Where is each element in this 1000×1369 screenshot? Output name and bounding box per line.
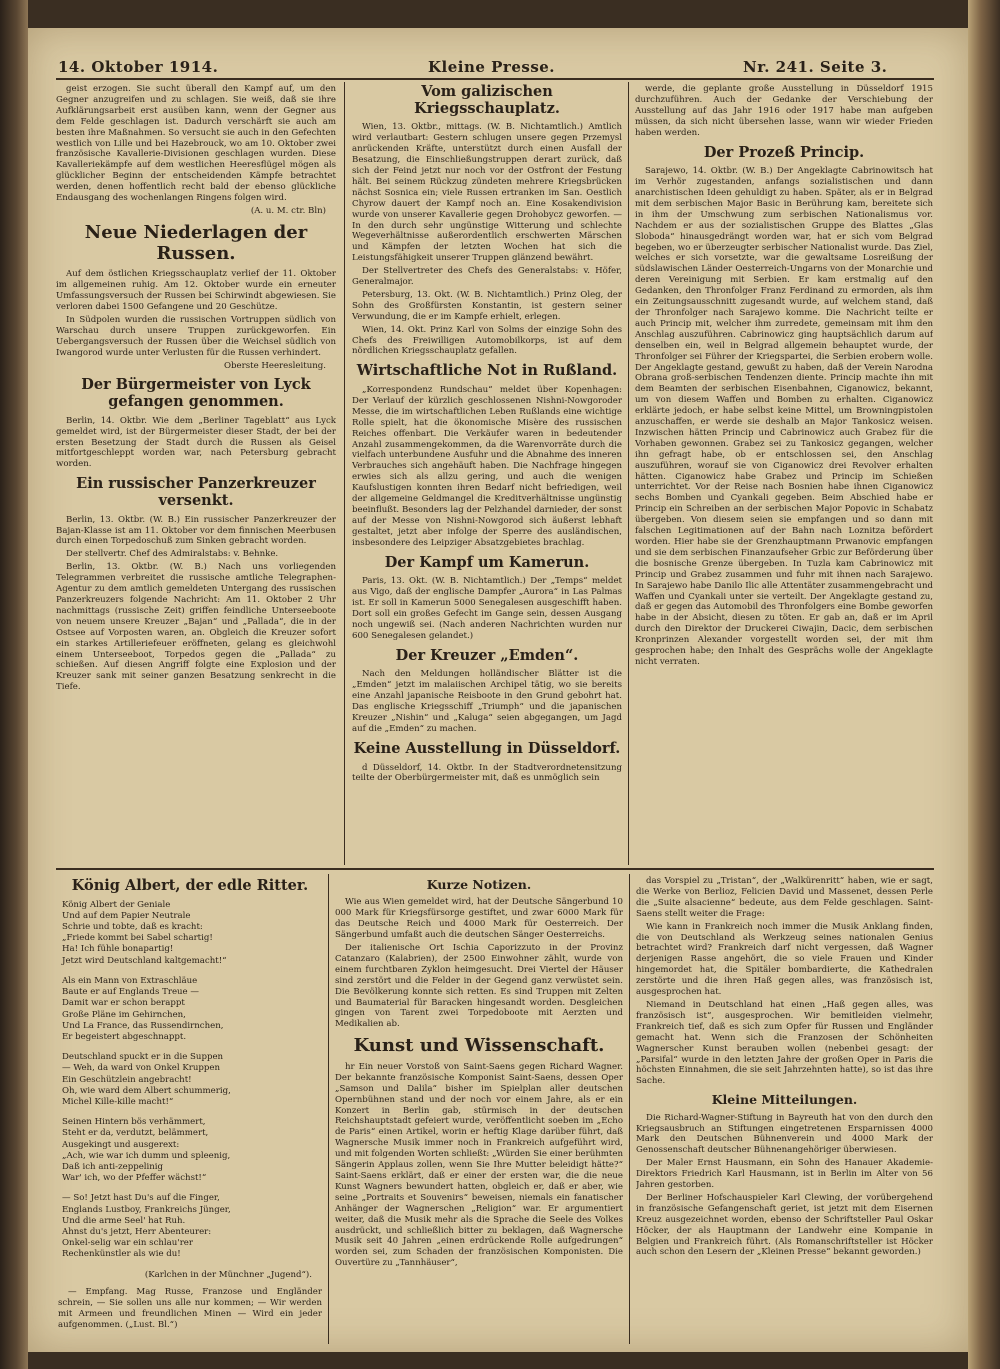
column-rule bbox=[629, 874, 630, 1344]
poem-stanza bbox=[62, 1117, 322, 1184]
paragraph: geist erzogen. Sie sucht überall den Kampf auf, um den Gegner anzugreifen und zu schlagen. Sie weiß, daß sie ihre Aufklärungsarbeit erst ausüben kann, wenn der Gegner aus dem Felde geschlagen ist. Dadurch verschärft sie auch am besten ihre Maßnahmen. So versucht sie auch in den Gefechten westlich von Lille und bei Hazebrouck, wo am 10. Oktober zwei französische Kavallerie-Divisionen geschlagen wurden. Diese Kavalleriekämpfe auf dem westlichen Heeresflügel mögen als glücklicher Beginn der entscheidenden Kämpfe betrachtet werden, denen hoffentlich recht bald der ebenso glückliche Endausgang des wochenlangen Ringens folgen wird. bbox=[56, 84, 336, 204]
poem-line: Seinen Hintern bös verhämmert, bbox=[62, 1117, 206, 1128]
headline: Vom galizischen Kriegsschauplatz. bbox=[414, 84, 560, 117]
paragraph: Sarajewo, 14. Oktbr. (W. B.) Der Angeklagte Cabrinowitsch hat im Verhör zugestanden, anfangs sozialistischen und dann anarchistischen Ideen gehuldigt zu haben. Später, als er in Belgrad mit dem serbischen Major Basic in Berührung kam, bereitete sich in ihm der Umschwung zum serbischen Nationalismus vor. Nachdem er aus der sozialistischen Gruppe des Blattes „Glas Sloboda“ hinausgedrängt worden war, hat er sich vom Belgrad begeben, wo er überzeugter serbischer Nationalist wurde. Das Ziel, welches er sich vorsetzte, war die gewaltsame Losreißung der südslawischen Länder Oesterreich-Ungarns von der Monarchie und deren Vereinigung mit Serbien. Er kam erstmalig auf den Gedanken, den Thronfolger Franz Ferdinand zu ermorden, als ihm ein Zeitungsausschnitt zugesandt wurde, auf welchem stand, daß der Thronfolger nach Sarajewo komme. Die Nachricht teilte er auch Princip mit, welcher ihm zurredete, gemeinsam mit ihm den Anschlag auszuführen. Cabrinowicz ging hauptsächlich darum auf denselben ein, weil in Belgrad allgemein behauptet wurde, der Thronfolger sei Führer der Kriegspartei, die Serbien erobern wolle. Der Angeklagte gestand, gewußt zu haben, daß der Verein Narodna Obrana groß-serbischen Tendenzen diente. Princip machte ihn mit dem Beamten der serbischen Eisenbahnen, Ciganowicz, bekannt, um von diesem Waffen und Bomben zu erhalten. Ciganowicz erklärte jedoch, er habe selbst keine Mittel, um Browningpistolen anzuschaffen, er werde sie deshalb an Major Tankosicz weisen. Inzwischen hätten Princip und Cabrinowicz auch Grabez für die Vorhaben gewonnen. Grabez sei zu Tankosicz gegangen, welcher ihn gefragt habe, ob er entschlossen sei, den Anschlag auszuführen, worauf sie von Ciganowicz drei Revolver erhalten hätten. Ciganowicz habe Grabez und Princip im Schießen unterrichtet. Vor der Reise nach Bosnien habe ihnen Ciganowicz sechs Bomben und Cyankali gegeben. Beim Abschied habe er Princip ein Schreiben an der serbischen Major Popovic in Schabatz übergeben. Von diesem seien sie empfangen und so dann mit falschen Legitimationen auf der Bahn nach Loznitza befördert worden. Hier habe sie der Grenzhauptmann Prwanovic empfangen und sie dem serbischen Finanzaufseher Grbic zur Beförderung über die bosnische Grenze übergeben. In Tuzla kam Cabrinowicz mit Princip und Grabez zusammen und fuhr mit ihnen nach Sarajewo. In Sarajewo habe Danilo Ilic alle Attentäter zusammengebracht und Waffen und Cyankali unter sie verteilt. Der Angeklagte gestand zu, daß er gegen das Automobil des Thronfolgers eine Bombe geworfen habe in der Absicht, diesen zu töten. Er gab an, daß er im April durch den Direktor der Druckerei Ciwajin, Dacic, dem serbischen Kronprinzen Alexander vorgestellt worden sei, der mit ihm gesprochen habe; den Inhalt des Gesprächs wolle der Angeklagte nicht verraten. bbox=[635, 166, 933, 667]
poem-line: Ha! Ich fühle bonapartig! bbox=[62, 944, 174, 955]
column-rule bbox=[628, 82, 629, 865]
poem-line: Daß ich anti-zeppelinig bbox=[62, 1161, 164, 1172]
headline: Der Bürgermeister von Lyck gefangen genommen. bbox=[81, 376, 311, 411]
paragraph: Berlin, 13. Oktbr. (W. B.) Nach uns vorliegenden Telegrammen verbreitet die russische amtliche Telegraphen-Agentur zu dem amtlich gemeldeten Untergang des russischen Panzerkreuzers folgende Nachricht: Am 11. Oktober 2 Uhr nachmittags (russische Zeit) griffen feindliche Unterseeboote von neuem unsere Kreuzer „Bajan“ und „Pallada“, die in der Ostsee auf Vorposten waren, an. Obgleich die Kreuzer sofort ein starkes Artilleriefeuer eröffneten, gelang es gleichwohl einem Unterseeboot, Torpedos gegen die „Pallada“ zu schießen. Auf diesen Angriff folgte eine Explosion und der Kreuzer sank mit seiner ganzen Besatzung senkrecht in die Tiefe. bbox=[56, 562, 336, 693]
headline: Der Kampf um Kamerun. bbox=[384, 553, 590, 571]
headline: Neue Niederlagen der Russen. bbox=[84, 221, 308, 264]
paragraph: Auf dem östlichen Kriegsschauplatz verlief der 11. Oktober im allgemeinen ruhig. Am 12. Oktober wurde ein erneuter Umfassungsversuch der Russen bei Schirwindt abgewiesen. Sie verloren dabei 1500 Gefangene und 20 Geschütze. bbox=[56, 269, 336, 312]
column-5 bbox=[335, 876, 623, 1344]
poem-line: Und La France, das Russendirnchen, bbox=[62, 1020, 224, 1031]
headline: Wirtschaftliche Not in Rußland. bbox=[356, 362, 618, 380]
paragraph: Nach den Meldungen holländischer Blätter ist die „Emden“ jetzt im malaiischen Archipel tätig, wo sie bereits eine Anzahl japanische Reisboote in den Grund gebohrt hat. Das englische Kriegsschiff „Triumph“ und die japanischen Kreuzer „Nishin“ und „Kaluga“ seien abgegangen, um Jagd auf die „Emden“ zu machen. bbox=[352, 669, 622, 734]
poem-line: Baute er auf Englands Treue — bbox=[62, 987, 199, 998]
paragraph: Paris, 13. Okt. (W. B. Nichtamtlich.) Der „Temps“ meldet aus Vigo, daß der englische Dampfer „Aurora“ in Las Palmas ist. Er soll in Kamerun 5000 Senegalesen ausgeschifft haben. Dort soll ein großes Gefecht im Gange sein, dessen Ausgang noch ungewiß sei. (Nach anderen Nachrichten wurden nur 600 Senegalesen gelandet.) bbox=[352, 576, 622, 641]
headline: Kunst und Wissenschaft. bbox=[353, 1035, 605, 1057]
poem-line: — Weh, da ward von Onkel Kruppen bbox=[62, 1063, 221, 1074]
poem-line: — So! Jetzt hast Du's auf die Finger, bbox=[62, 1193, 220, 1204]
poem-line: Er begeistert abgeschnappt. bbox=[62, 1031, 187, 1042]
section-rule bbox=[56, 868, 934, 870]
column-1 bbox=[56, 84, 336, 866]
poem-stanza bbox=[62, 900, 322, 967]
poem-line: Michel Kille-kille macht!“ bbox=[62, 1096, 174, 1107]
paragraph: Petersburg, 13. Okt. (W. B. Nichtamtlich.) Prinz Oleg, der Sohn des Großfürsten Konstantin, ist gestern seiner Verwundung, die er im Kampfe erhielt, erlegen. bbox=[352, 289, 622, 322]
paragraph: Der italienische Ort Ischia Caporizzuto in der Provinz Catanzaro (Kalabrien), der 2500 Einwohner zählt, wurde von einem furchtbaren Zyklon heimgesucht. Drei Viertel der Häuser sind zerstört und die Felder in der Gegend ganz verwüstet sein. Die Bevölkerung konnte sich retten. Es sind Truppen mit Zelten und Baumaterial für Baracken hingesandt worden. Desgleichen gingen von Tarent zwei Torpedoboote mit Aerzten und Medikalien ab. bbox=[335, 943, 623, 1030]
column-2 bbox=[352, 84, 622, 866]
header-rule bbox=[56, 78, 934, 80]
headline: Der Prozeß Princip. bbox=[703, 143, 865, 161]
paragraph: Der Stellvertreter des Chefs des Generalstabs: v. Höfer, Generalmajor. bbox=[352, 266, 622, 288]
poem-line: Deutschland spuckt er in die Suppen bbox=[62, 1052, 224, 1063]
poem-line: Onkel-selig war ein schlau'rer bbox=[62, 1238, 194, 1249]
poem-line: Ahnst du's jetzt, Herr Abenteurer: bbox=[62, 1226, 212, 1237]
poem-line: Damit war er schon berappt bbox=[62, 998, 185, 1009]
poem-line: Steht er da, verdutzt, belämmert, bbox=[62, 1128, 209, 1139]
poem-column bbox=[58, 876, 322, 1344]
header-issue: Nr. 241. Seite 3. bbox=[743, 58, 888, 76]
poem-line: Als ein Mann von Extraschläue bbox=[62, 975, 198, 986]
poem-line: War' ich, wo der Pfeffer wächst!“ bbox=[62, 1173, 207, 1184]
poem-stanza bbox=[62, 1193, 322, 1260]
poem-line: Jetzt wird Deutschland kaltgemacht!“ bbox=[62, 955, 227, 966]
poem-line: Große Pläne im Gehirnchen, bbox=[62, 1009, 186, 1020]
poem-line: Englands Lustboy, Frankreichs Jünger, bbox=[62, 1204, 231, 1215]
paragraph: werde, die geplante große Ausstellung in Düsseldorf 1915 durchzuführen. Auch der Gedanke der Verschiebung der Ausstellung auf das Jahr 1916 oder 1917 habe man aufgeben müssen, da sich nicht übersehen lasse, wann wir wieder Frieden haben werden. bbox=[635, 84, 933, 138]
paragraph: — Empfang. Mag Russe, Franzose und Engländer schrein, — Sie sollen uns alle nur kommen; — Wir werden mit Armeen und freundlichen Minen — Wird ein jeder aufgenommen. („Lust. Bl.“) bbox=[58, 1286, 322, 1331]
newspaper-page bbox=[28, 28, 968, 1352]
poem-line: Rechenkünstler als wie du! bbox=[62, 1249, 181, 1260]
paragraph: Berlin, 13. Oktbr. (W. B.) Ein russischer Panzerkreuzer der Bajan-Klasse ist am 11. Oktober vor dem finnischen Meerbusen durch einen Torpedoschuß zum Sinken gebracht worden. bbox=[56, 514, 336, 547]
header-paper: Kleine Presse. bbox=[428, 58, 556, 76]
headline: Kurze Notizen. bbox=[426, 877, 532, 892]
column-3 bbox=[635, 84, 933, 866]
headline: Kleine Mitteilungen. bbox=[711, 1092, 858, 1108]
paragraph: hr Ein neuer Vorstoß von Saint-Saens gegen Richard Wagner. Der bekannte französische Komponist Saint-Saens, dessen Oper „Samson und Dalila“ bisher im Spielplan aller deutschen Opernbühnen stand und der noch vor einem Jahre, als er ein Konzert in Berlin gab, stürmisch in der deutschen Reichshauptstadt gefeiert wurde, veröffentlicht soeben im „Echo de Paris“ einen Artikel, worin er heftig Klage darüber führt, daß Wagnersche Musik immer noch in Frankreich aufgeführt wird, und mit folgenden Worten schließt: „Würden Sie einer berühmten Sängerin Applaus zollen, wenn Sie Ihre Mutter beleidigt hätte?“ Saint-Saens erklärt, daß er einer der ersten war, die die neue Kunst Wagners bewundert hatten, obgleich er, daß er aber, wie seine „Portraits et Souvenirs“ beweisen, niemals ein fanatischer Anhänger der Wagnerschen „Religion“ war. Er argumentiert weiter, daß die Musik mehr als die Sprache die Seele des Volkes ausdrückt, und schließlich bitter zu beklagen, daß Wagnersche Musik seit 40 Jahren „einen erdrückende Rolle aufgedrungen“ worden sei, zum Schaden der französischen Komponisten. Die Ouvertüre zu „Tannhäuser“, bbox=[335, 1061, 623, 1269]
book-spine bbox=[0, 0, 28, 1369]
paragraph: Wien, 14. Okt. Prinz Karl von Solms der einzige Sohn des Chefs des Freiwilligen Automobilkorps, ist auf dem nördlichen Kriegsschauplatz gefallen. bbox=[352, 324, 622, 357]
paragraph: das Vorspiel zu „Tristan“, der „Walkürenritt“ haben, wie er sagt, die Werke von Berlioz, Felicien David und Massenet, dessen Perle die „Suite alsacienne“ bedeute, aus dem Felde geschlagen. Saint-Saens stellt weiter die Frage: bbox=[636, 876, 933, 919]
headline: Ein russischer Panzerkreuzer versenkt. bbox=[76, 475, 316, 509]
paragraph: Der Maler Ernst Hausmann, ein Sohn des Hanauer Akademie-Direktors Friedrich Karl Hausmann, ist in Berlin im Alter von 56 Jahren gestorben. bbox=[636, 1158, 933, 1191]
column-rule bbox=[344, 82, 345, 865]
poem-line: Oh, wie ward dem Albert schummerig, bbox=[62, 1085, 231, 1096]
header-date: 14. Oktober 1914. bbox=[58, 58, 219, 76]
paragraph: „Korrespondenz Rundschau“ meldet über Kopenhagen: Der Verlauf der kürzlich geschlossenen Nishni-Nowgoroder Messe, die im wirtschaftlichen Leben Rußlands eine wichtige Rolle spielt, hat die ökonomische Misère des russischen Reiches offenbart. Die Verkäufer waren in bedeutender Anzahl zusammengekommen, da die Warenvorräte durch die vielfach unterbundene Ausfuhr und die Abnahme des inneren Verbrauches sich angehäuft haben. Die Nachfrage hingegen erwies sich als allzu gering, und auch die wenigen Kaufslustigen konnten ihren Bedarf nicht befriedigen, weil der allgemeine Geldmangel die Kreditverhältnisse ungünstig beeinflußt. Besonders lag der Pelzhandel darnieder, der sonst auf der Messe von Nishni-Nowgorod sich äußerst lebhaft gestaltet, jetzt aber infolge der Sperre des ausländischen, insbesondere des Leipziger Absatzgebietes brachlag. bbox=[352, 385, 622, 548]
paragraph: In Südpolen wurden die russischen Vortruppen südlich von Warschau durch unsere Truppen zurückgeworfen. Ein Uebergangsversuch der Russen über die Weichsel südlich von Iwangorod wurde unter Verlusten für die Russen verhindert. bbox=[56, 314, 336, 358]
column-6 bbox=[636, 876, 933, 1344]
poem-source: (Karlchen in der Münchner „Jugend“). bbox=[144, 1269, 312, 1280]
poem-stanza bbox=[62, 1052, 322, 1108]
paragraph: Niemand in Deutschland hat einen „Haß gegen alles, was französisch ist“, ausgesprochen. Wir bemitleiden vielmehr, Frankreich tief, daß es sich zum Opfer für Russen und Engländer gemacht hat. Wenn sich die Franzosen der Schönheiten Wagnerscher Kunst berauben wollen (nebenbei gesagt: der „Parsifal“ wurde in den letzten Jahre der großen Oper in Paris die höchsten Einnahmen, die sie seit Jahrzehnten hatte), so ist das ihre Sache. bbox=[636, 999, 933, 1087]
poem-title: König Albert, der edle Ritter. bbox=[71, 877, 309, 894]
poem-line: Und die arme Seel' hat Ruh. bbox=[62, 1215, 186, 1226]
poem-line: Und auf dem Papier Neutrale bbox=[62, 910, 191, 921]
paragraph: d Düsseldorf, 14. Oktbr. In der Stadtverordnetensitzung teilte der Oberbürgermeister mit, daß es unmöglich sein bbox=[352, 762, 622, 784]
headline: Keine Ausstellung in Düsseldorf. bbox=[353, 739, 621, 757]
column-rule bbox=[328, 874, 329, 1344]
poem-line: Schrie und tobte, daß es kracht: bbox=[62, 922, 203, 933]
paragraph: Wie kann in Frankreich noch immer die Musik Anklang finden, die von Deutschland als Werkzeug seines nationalen Genius betrachtet wird? Frankreich darf nicht vergessen, daß Wagner derjenigen Rasse angehört, die so viele Frauen und Kinder hingemordet hat, die Spitäler bombardierte, die Kathedralen zerstörte und die ihren Haß gegen alles, was französisch ist, ausgesprochen hat. bbox=[636, 921, 933, 998]
poem-line: König Albert der Geniale bbox=[62, 899, 171, 910]
poem-line: Ein Geschützlein angebracht! bbox=[62, 1074, 192, 1085]
poem-line: „Friede kommt bei Sabel schartig! bbox=[62, 933, 213, 944]
page-edges bbox=[968, 0, 1000, 1369]
signature: (A. u. M. ctr. Bln) bbox=[250, 205, 326, 216]
paragraph: Wie aus Wien gemeldet wird, hat der Deutsche Sängerbund 10 000 Mark für Kriegsfürsorge gestiftet, und zwar 6000 Mark für das Deutsche Reich und 4000 Mark für Oesterreich. Der Sängerbund umfaßt auch die deutschen Sänger Oesterreichs. bbox=[335, 897, 623, 941]
paragraph: Wien, 13. Oktbr., mittags. (W. B. Nichtamtlich.) Amtlich wird verlautbart: Gestern schlugen unsere gegen Przemysl anrückenden Kräfte, unterstützt durch einen Ausfall der Besatzung, die Einschließungstruppen derart zurück, daß sich der Feind jetzt nur noch vor der Ostfront der Festung hält. Bei seinem Rückzug zündeten mehrere Kriegsbrücken nächst Sosnica ein; viele Russen ertranken im San. Oestlich Chyrow dauert der Kampf noch an. Eine Kosakendivision wurde von unserer Kavallerie gegen Drohobycz geworfen. — In den durch sehr ungünstige Witterung und schlechte Wegeverhältnisse außerordentlich erschwerten Märschen und Kämpfen der letzten Wochen hat sich die Leistungsfähigkeit unserer Truppen glänzend bewährt. bbox=[352, 122, 622, 264]
headline: Der Kreuzer „Emden“. bbox=[395, 646, 579, 664]
poem-line: „Ach, wie war ich dumm und spleenig, bbox=[62, 1150, 231, 1161]
paragraph: Berlin, 14. Oktbr. Wie dem „Berliner Tageblatt“ aus Lyck gemeldet wird, ist der Bürgermeister dieser Stadt, der bei der ersten Besetzung der Stadt durch die Russen als Geisel mitfortgeschleppt worden war, nach Petersburg gebracht worden. bbox=[56, 415, 336, 470]
paragraph: Der stellvertr. Chef des Admiralstabs: v. Behnke. bbox=[66, 549, 279, 560]
poem-line: Ausgekingt und ausgerext: bbox=[62, 1139, 180, 1150]
signature: Oberste Heeresleitung. bbox=[223, 360, 326, 371]
poem-stanza bbox=[62, 976, 322, 1043]
paragraph: Die Richard-Wagner-Stiftung in Bayreuth hat von den durch den Kriegsausbruch an Stiftungen eingetretenen Ersparnissen 4000 Mark den Deutschen Bühnenverein und 4000 Mark der Genossenschaft deutscher Bühnenangehöriger überwiesen. bbox=[636, 1112, 933, 1156]
paragraph: Der Berliner Hofschauspieler Karl Clewing, der vorübergehend in französische Gefangenschaft geriet, ist jetzt mit dem Eisernen Kreuz ausgezeichnet worden, ebenso der Schriftsteller Paul Oskar Höcker, der als Hauptmann der Landwehr eine Kompanie in Belgien und Frankreich führt. (Als Romanschriftsteller ist Höcker auch schon den Lesern der „Kleinen Presse“ bekannt geworden.) bbox=[636, 1192, 933, 1258]
